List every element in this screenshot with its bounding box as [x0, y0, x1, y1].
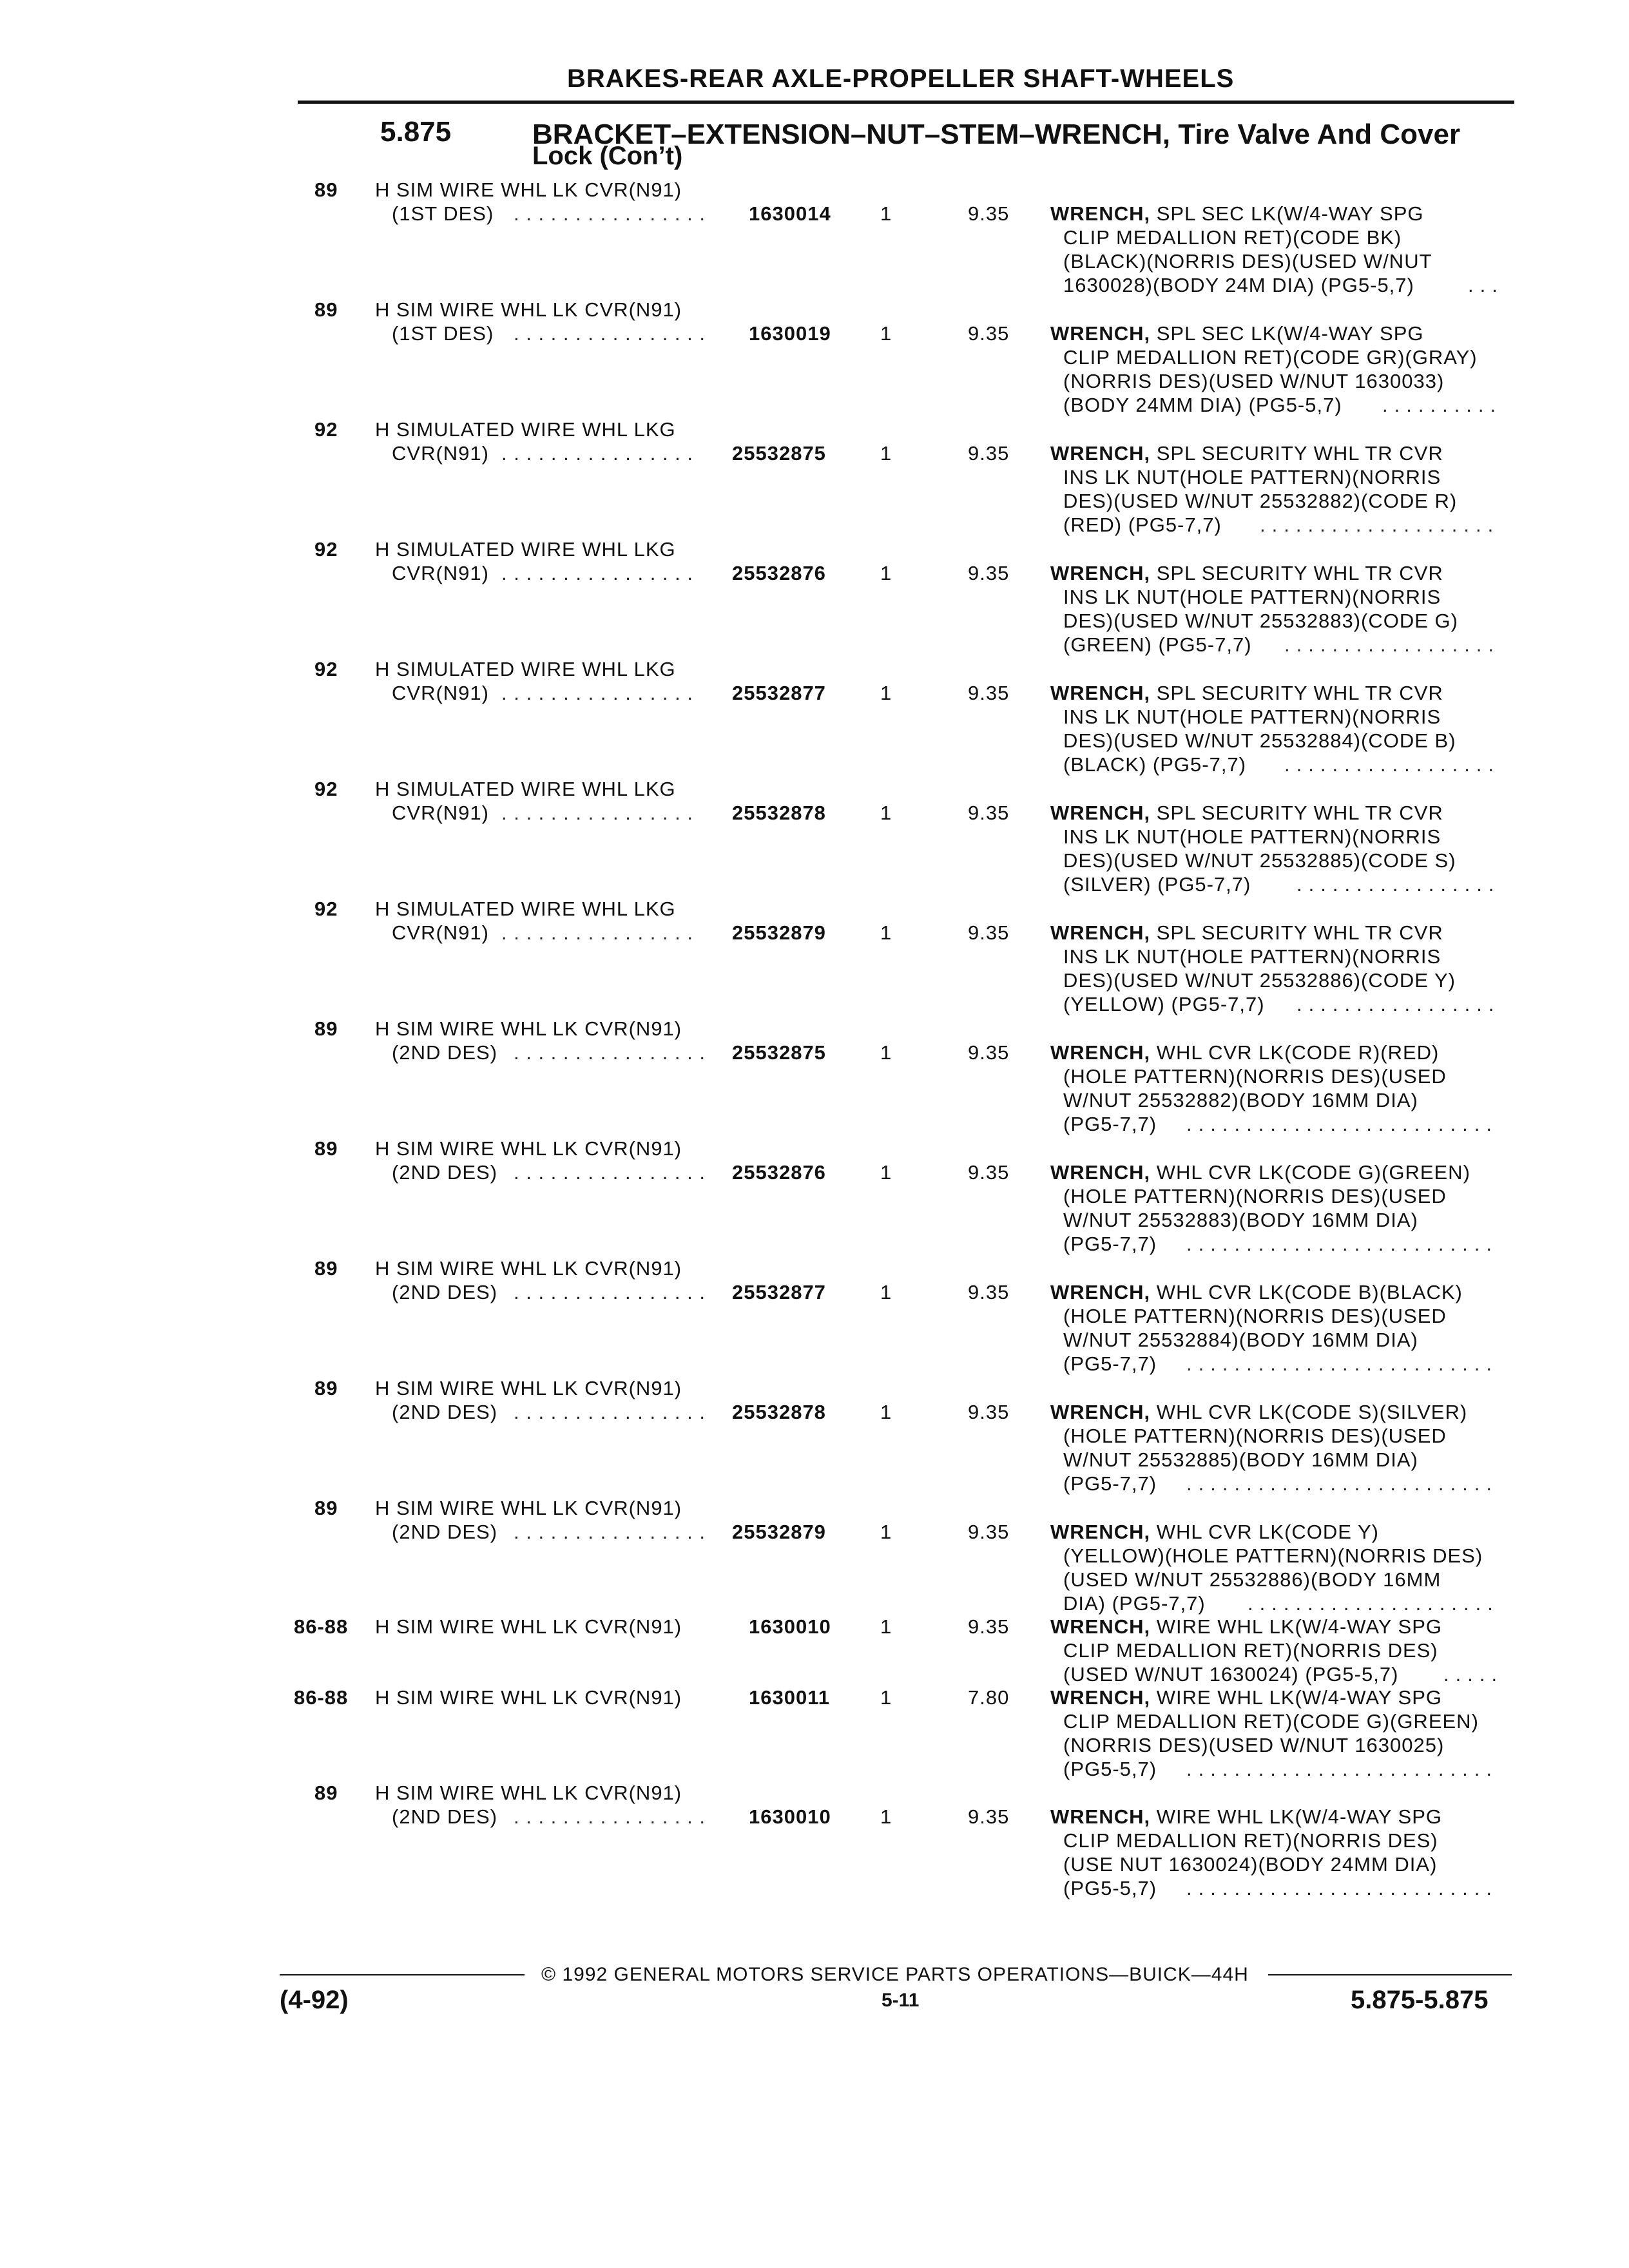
description-text: WIRE WHL LK(W/4-WAY SPG — [1156, 1686, 1442, 1709]
description-noun: WRENCH, — [1050, 802, 1151, 824]
price: 9.35 — [968, 802, 1010, 824]
footer-section-range: 5.875-5.875 — [1351, 1986, 1489, 2014]
description-noun: WRENCH, — [1050, 682, 1151, 704]
description-line: DES)(USED W/NUT 25532885)(CODE S) — [1063, 849, 1456, 872]
description-line: CLIP MEDALLION RET)(NORRIS DES) — [1063, 1639, 1438, 1662]
quantity: 1 — [880, 802, 892, 824]
footer-rule-left — [280, 1974, 525, 1975]
description-text: SPL SEC LK(W/4-WAY SPG — [1156, 322, 1424, 345]
header-rule — [298, 101, 1514, 104]
part-number: 1630010 — [749, 1805, 831, 1828]
footer-page-number: 5-11 — [882, 1990, 920, 2011]
description-text: SPL SECURITY WHL TR CVR — [1156, 921, 1443, 944]
section-title-line1: BRACKET–EXTENSION–NUT–STEM–WRENCH, Tire Valve And Cover — [532, 119, 1461, 150]
price: 9.35 — [968, 1615, 1010, 1638]
description-line: DES)(USED W/NUT 25532882)(CODE R) — [1063, 490, 1458, 512]
price: 7.80 — [968, 1686, 1010, 1709]
description-line: W/NUT 25532884)(BODY 16MM DIA) — [1063, 1329, 1418, 1351]
application-line1: H SIM WIRE WHL LK CVR(N91) — [375, 1615, 682, 1638]
description-noun: WRENCH, — [1050, 562, 1151, 584]
part-number: 25532875 — [732, 442, 826, 465]
description-line-last: (SILVER) (PG5-7,7) — [1063, 873, 1251, 896]
description-line: DES)(USED W/NUT 25532886)(CODE Y) — [1063, 969, 1456, 992]
quantity: 1 — [880, 1615, 892, 1638]
application-line1: H SIMULATED WIRE WHL LKG — [375, 538, 676, 561]
application-line1: H SIM WIRE WHL LK CVR(N91) — [375, 1497, 682, 1519]
quantity: 1 — [880, 682, 892, 704]
model-year: 86-88 — [294, 1615, 349, 1638]
description-line: DES)(USED W/NUT 25532884)(CODE B) — [1063, 729, 1456, 752]
model-year: 89 — [314, 1017, 338, 1040]
application-line2: CVR(N91) — [392, 442, 489, 465]
application-line1: H SIMULATED WIRE WHL LKG — [375, 778, 676, 800]
part-number: 1630011 — [749, 1686, 830, 1709]
price: 9.35 — [968, 1521, 1010, 1543]
quantity: 1 — [880, 442, 892, 465]
application-line2: (2ND DES) — [392, 1401, 498, 1423]
description-line-last: (BLACK) (PG5-7,7) — [1063, 753, 1247, 776]
description-noun: WRENCH, — [1050, 1686, 1151, 1709]
description-line1 — [1050, 1280, 1463, 1304]
description-noun: WRENCH, — [1050, 1281, 1151, 1303]
description-line1 — [1050, 921, 1443, 945]
description-noun: WRENCH, — [1050, 1041, 1151, 1064]
description-noun: WRENCH, — [1050, 921, 1151, 944]
description-text: SPL SECURITY WHL TR CVR — [1156, 802, 1443, 824]
description-line-last: 1630028)(BODY 24M DIA) (PG5-5,7) — [1063, 274, 1414, 296]
leader-dots: .................. — [1284, 633, 1501, 656]
description-line: (HOLE PATTERN)(NORRIS DES)(USED — [1063, 1185, 1447, 1207]
leader-dots: . . . . . . . . . . . . . . . . — [501, 562, 693, 584]
description-line: (NORRIS DES)(USED W/NUT 1630025) — [1063, 1734, 1445, 1756]
part-number: 25532876 — [732, 562, 826, 584]
leader-dots: . . . . . . . . . . . . . . . . — [501, 802, 693, 824]
leader-dots: . . . . . . . . . . . . . . . . — [501, 442, 693, 465]
leader-dots: .......................... — [1186, 1472, 1498, 1495]
price: 9.35 — [968, 682, 1010, 704]
quantity: 1 — [880, 322, 892, 345]
application-line1: H SIM WIRE WHL LK CVR(N91) — [375, 1257, 682, 1280]
quantity: 1 — [880, 921, 892, 944]
description-text: SPL SECURITY WHL TR CVR — [1156, 442, 1443, 465]
quantity: 1 — [880, 1281, 892, 1303]
price: 9.35 — [968, 1041, 1010, 1064]
part-number: 25532878 — [732, 802, 826, 824]
description-noun: WRENCH, — [1050, 1805, 1151, 1828]
description-line-last: (PG5-7,7) — [1063, 1352, 1157, 1375]
footer-copyright: © 1992 GENERAL MOTORS SERVICE PARTS OPERATIONS—BUICK—44H — [541, 1964, 1249, 1985]
price: 9.35 — [968, 322, 1010, 345]
description-text: WIRE WHL LK(W/4-WAY SPG — [1156, 1805, 1442, 1828]
application-line1: H SIMULATED WIRE WHL LKG — [375, 898, 676, 920]
description-noun: WRENCH, — [1050, 1401, 1151, 1423]
description-noun: WRENCH, — [1050, 442, 1151, 465]
application-line2: (2ND DES) — [392, 1161, 498, 1184]
model-year: 92 — [314, 658, 338, 680]
leader-dots: . . . . . . . . . . . . . . . . — [501, 682, 693, 704]
footer-rule-right — [1268, 1974, 1512, 1975]
application-line1: H SIMULATED WIRE WHL LKG — [375, 658, 676, 680]
application-line2: (1ST DES) — [392, 202, 494, 225]
section-title-line2: Lock (Con’t) — [532, 142, 683, 170]
quantity: 1 — [880, 1521, 892, 1543]
price: 9.35 — [968, 1401, 1010, 1423]
price: 9.35 — [968, 1281, 1010, 1303]
quantity: 1 — [880, 1401, 892, 1423]
application-line1: H SIM WIRE WHL LK CVR(N91) — [375, 1686, 682, 1709]
description-line1 — [1050, 1400, 1467, 1424]
quantity: 1 — [880, 562, 892, 584]
part-number: 1630014 — [749, 202, 831, 225]
part-number: 1630019 — [749, 322, 831, 345]
leader-dots: . . . . . . . . . . . . . . . . — [514, 1041, 706, 1064]
price: 9.35 — [968, 562, 1010, 584]
description-line: INS LK NUT(HOLE PATTERN)(NORRIS — [1063, 825, 1441, 848]
description-text: WHL CVR LK(CODE B)(BLACK) — [1156, 1281, 1463, 1303]
description-line-last: (PG5-5,7) — [1063, 1758, 1157, 1780]
description-line: (BLACK)(NORRIS DES)(USED W/NUT — [1063, 250, 1432, 273]
description-line-last: (PG5-7,7) — [1063, 1233, 1157, 1255]
leader-dots: .......................... — [1186, 1113, 1498, 1135]
price: 9.35 — [968, 1161, 1010, 1184]
application-line2: (2ND DES) — [392, 1521, 498, 1543]
description-line-last: (BODY 24MM DIA) (PG5-5,7) — [1063, 394, 1342, 416]
model-year: 89 — [314, 178, 338, 201]
description-line1 — [1050, 1686, 1442, 1709]
application-line1: H SIM WIRE WHL LK CVR(N91) — [375, 1017, 682, 1040]
application-line1: H SIM WIRE WHL LK CVR(N91) — [375, 178, 682, 201]
description-line: CLIP MEDALLION RET)(CODE GR)(GRAY) — [1063, 346, 1478, 369]
description-line-last: (RED) (PG5-7,7) — [1063, 514, 1222, 536]
model-year: 89 — [314, 1377, 338, 1399]
price: 9.35 — [968, 202, 1010, 225]
description-text: WIRE WHL LK(W/4-WAY SPG — [1156, 1615, 1442, 1638]
description-line1 — [1050, 202, 1424, 226]
footer-date: (4-92) — [280, 1986, 349, 2014]
description-line: (HOLE PATTERN)(NORRIS DES)(USED — [1063, 1065, 1447, 1088]
model-year: 89 — [314, 1257, 338, 1280]
application-line1: H SIM WIRE WHL LK CVR(N91) — [375, 1782, 682, 1804]
application-line2: (2ND DES) — [392, 1281, 498, 1303]
description-line1 — [1050, 441, 1443, 465]
application-line2: CVR(N91) — [392, 921, 489, 944]
part-number: 25532877 — [732, 682, 826, 704]
description-line: (HOLE PATTERN)(NORRIS DES)(USED — [1063, 1305, 1447, 1327]
model-year: 92 — [314, 418, 338, 441]
description-text: WHL CVR LK(CODE G)(GREEN) — [1156, 1161, 1470, 1184]
leader-dots: .................... — [1260, 514, 1500, 536]
description-line: CLIP MEDALLION RET)(CODE G)(GREEN) — [1063, 1710, 1479, 1733]
description-line: (HOLE PATTERN)(NORRIS DES)(USED — [1063, 1425, 1447, 1447]
part-number: 25532878 — [732, 1401, 826, 1423]
description-line: CLIP MEDALLION RET)(NORRIS DES) — [1063, 1829, 1438, 1852]
application-line2: CVR(N91) — [392, 562, 489, 584]
part-number: 25532877 — [732, 1281, 826, 1303]
description-line: (USE NUT 1630024)(BODY 24MM DIA) — [1063, 1853, 1438, 1876]
leader-dots: . . . . . . . . . . . . . . . . — [514, 1805, 706, 1828]
leader-dots: . . . . . . . . . . . . . . . . — [514, 1401, 706, 1423]
leader-dots: .................. — [1284, 753, 1501, 776]
description-line: CLIP MEDALLION RET)(CODE BK) — [1063, 226, 1402, 249]
description-line1 — [1050, 1615, 1442, 1639]
description-line: W/NUT 25532882)(BODY 16MM DIA) — [1063, 1089, 1418, 1111]
part-number: 25532879 — [732, 921, 826, 944]
leader-dots: ................. — [1296, 873, 1501, 896]
description-line: INS LK NUT(HOLE PATTERN)(NORRIS — [1063, 706, 1441, 728]
description-line-last: (PG5-5,7) — [1063, 1877, 1157, 1899]
application-line2: (2ND DES) — [392, 1805, 498, 1828]
model-year: 92 — [314, 538, 338, 561]
description-text: WHL CVR LK(CODE Y) — [1156, 1521, 1380, 1543]
description-noun: WRENCH, — [1050, 322, 1151, 345]
application-line2: CVR(N91) — [392, 802, 489, 824]
application-line2: (1ST DES) — [392, 322, 494, 345]
description-text: SPL SECURITY WHL TR CVR — [1156, 562, 1443, 584]
application-line1: H SIMULATED WIRE WHL LKG — [375, 418, 676, 441]
description-line: INS LK NUT(HOLE PATTERN)(NORRIS — [1063, 945, 1441, 968]
model-year: 92 — [314, 898, 338, 920]
description-noun: WRENCH, — [1050, 1521, 1151, 1543]
price: 9.35 — [968, 921, 1010, 944]
part-number: 25532879 — [732, 1521, 826, 1543]
page-header-title: BRAKES-REAR AXLE-PROPELLER SHAFT-WHEELS — [567, 64, 1235, 93]
leader-dots: . . . . . . . . . . . . . . . . — [501, 921, 693, 944]
part-number: 1630010 — [749, 1615, 831, 1638]
price: 9.35 — [968, 442, 1010, 465]
description-line1 — [1050, 1041, 1439, 1064]
price: 9.35 — [968, 1805, 1010, 1828]
part-number: 25532876 — [732, 1161, 826, 1184]
description-line-last: (PG5-7,7) — [1063, 1472, 1157, 1495]
description-line-last: (YELLOW) (PG5-7,7) — [1063, 993, 1265, 1015]
leader-dots: ................. — [1296, 993, 1501, 1015]
description-line: W/NUT 25532883)(BODY 16MM DIA) — [1063, 1209, 1418, 1231]
part-number: 25532875 — [732, 1041, 826, 1064]
quantity: 1 — [880, 1686, 892, 1709]
description-line: INS LK NUT(HOLE PATTERN)(NORRIS — [1063, 586, 1441, 608]
description-line: (YELLOW)(HOLE PATTERN)(NORRIS DES) — [1063, 1544, 1483, 1567]
leader-dots: .......................... — [1186, 1233, 1498, 1255]
leader-dots: . . . . . . . . . . . . . . . . — [514, 322, 706, 345]
leader-dots: .......... — [1382, 394, 1503, 416]
application-line1: H SIM WIRE WHL LK CVR(N91) — [375, 298, 682, 321]
description-line-last: (GREEN) (PG5-7,7) — [1063, 633, 1252, 656]
leader-dots: . . . . . . . . . . . . . . . . — [514, 1281, 706, 1303]
description-line-last: DIA) (PG5-7,7) — [1063, 1592, 1206, 1615]
description-line1 — [1050, 1520, 1379, 1544]
description-text: SPL SEC LK(W/4-WAY SPG — [1156, 202, 1424, 225]
model-year: 89 — [314, 1137, 338, 1160]
description-line: (NORRIS DES)(USED W/NUT 1630033) — [1063, 370, 1445, 392]
quantity: 1 — [880, 1041, 892, 1064]
description-line1 — [1050, 801, 1443, 825]
leader-dots: ..................... — [1248, 1592, 1499, 1615]
application-line2: (2ND DES) — [392, 1041, 498, 1064]
description-line-last: (USED W/NUT 1630024) (PG5-5,7) — [1063, 1663, 1399, 1686]
application-line2: CVR(N91) — [392, 682, 489, 704]
description-line1 — [1050, 322, 1424, 345]
description-line1 — [1050, 561, 1443, 585]
description-text: WHL CVR LK(CODE S)(SILVER) — [1156, 1401, 1468, 1423]
description-line: (USED W/NUT 25532886)(BODY 16MM — [1063, 1568, 1441, 1591]
section-number: 5.875 — [380, 116, 452, 148]
leader-dots: . . . . . . . . . . . . . . . . — [514, 202, 706, 225]
quantity: 1 — [880, 202, 892, 225]
description-line: W/NUT 25532885)(BODY 16MM DIA) — [1063, 1448, 1418, 1471]
description-line1 — [1050, 1160, 1470, 1184]
quantity: 1 — [880, 1161, 892, 1184]
description-noun: WRENCH, — [1050, 1161, 1151, 1184]
leader-dots: . . . . . . . . . . . . . . . . — [514, 1161, 706, 1184]
description-line1 — [1050, 681, 1443, 705]
leader-dots: .......................... — [1186, 1758, 1498, 1780]
description-noun: WRENCH, — [1050, 1615, 1151, 1638]
leader-dots: ..... — [1443, 1663, 1504, 1686]
model-year: 92 — [314, 778, 338, 800]
model-year: 89 — [314, 298, 338, 321]
description-line-last: (PG5-7,7) — [1063, 1113, 1157, 1135]
description-text: WHL CVR LK(CODE R)(RED) — [1156, 1041, 1440, 1064]
leader-dots: ... — [1468, 274, 1504, 296]
description-line1 — [1050, 1805, 1442, 1829]
application-line1: H SIM WIRE WHL LK CVR(N91) — [375, 1137, 682, 1160]
leader-dots: . . . . . . . . . . . . . . . . — [514, 1521, 706, 1543]
description-line: INS LK NUT(HOLE PATTERN)(NORRIS — [1063, 466, 1441, 488]
model-year: 89 — [314, 1782, 338, 1804]
leader-dots: .......................... — [1186, 1352, 1498, 1375]
quantity: 1 — [880, 1805, 892, 1828]
model-year: 86-88 — [294, 1686, 349, 1709]
leader-dots: .......................... — [1186, 1877, 1498, 1899]
description-line: DES)(USED W/NUT 25532883)(CODE G) — [1063, 610, 1458, 632]
description-noun: WRENCH, — [1050, 202, 1151, 225]
application-line1: H SIM WIRE WHL LK CVR(N91) — [375, 1377, 682, 1399]
model-year: 89 — [314, 1497, 338, 1519]
description-text: SPL SECURITY WHL TR CVR — [1156, 682, 1443, 704]
